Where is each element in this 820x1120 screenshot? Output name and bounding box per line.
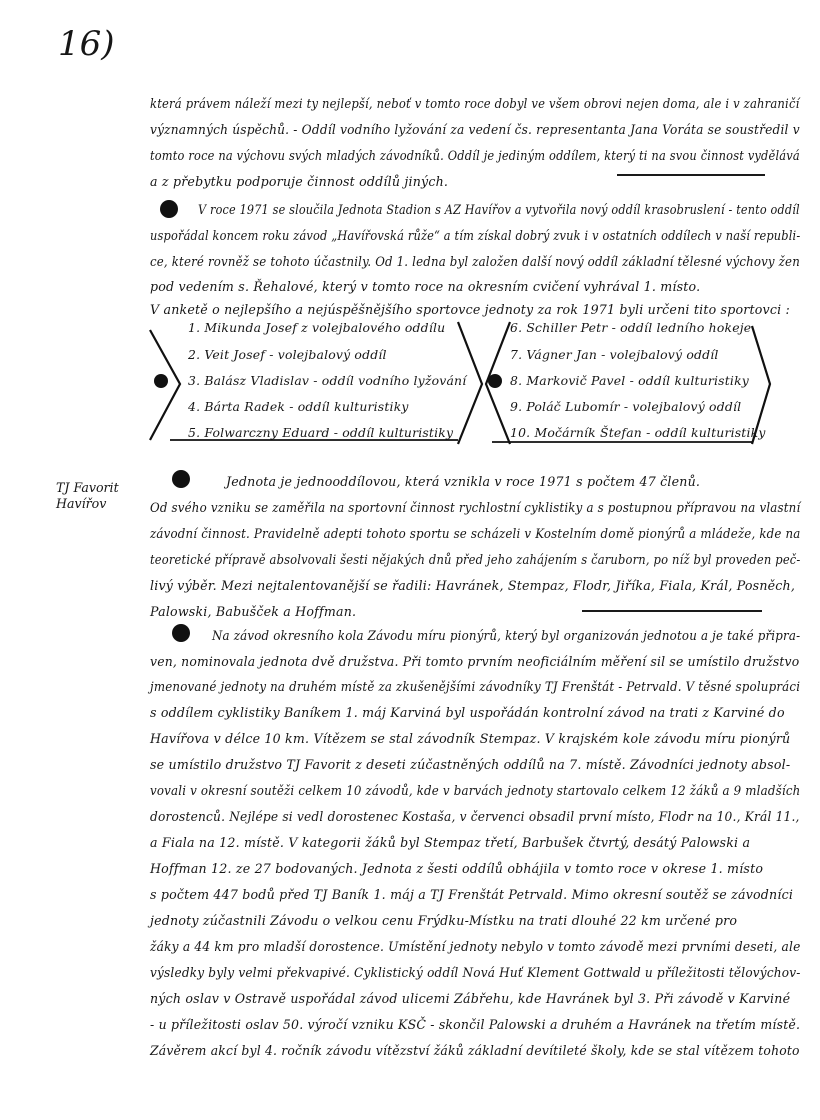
text-line: livý výběr. Mezi nejtalentovanější se řadili: Havránek, Stempaz, Flodr, Jiříka, Fiala, Král, Posněch, — [150, 578, 796, 593]
text-line: a z přebytku podporuje činnost oddílů jiných. — [150, 174, 449, 189]
text-line: výsledky byly velmi překvapivé. Cyklistický oddíl Nová Huť Klement Gottwald u příležitosti tělovýchov- — [150, 965, 801, 980]
text-line: Hoffman 12. ze 27 bodovaných. Jednota z šesti oddílů obhájila v tomto roce v okrese 1. místo — [150, 861, 764, 876]
list-item: 5. Folwarczny Eduard - oddíl kulturistiky — [188, 425, 454, 440]
text-line: ných oslav v Ostravě uspořádal závod ulicemi Zábřehu, kde Havránek byl 3. Při závodě v Karviné — [150, 991, 791, 1006]
list-item: 1. Mikunda Josef z volejbalového oddílu — [188, 320, 446, 335]
underline-mark — [582, 610, 762, 612]
margin-note — [56, 480, 119, 512]
margin-note-line: TJ Favorit — [56, 480, 119, 495]
text-line: V anketě o nejlepšího a nejúspěšnějšího sportovce jednoty za rok 1971 byli určeni tito sportovci : — [150, 302, 790, 317]
text-line: teoretické přípravě absolvovali šesti nějakých dnů před jeho zahájením s čaruborn, po níž byl proveden peč- — [150, 552, 801, 567]
list-brackets — [0, 0, 820, 460]
text-line: Závěrem akcí byl 4. ročník závodu vítězství žáků základní devítileté školy, kde se stal vítězem tohoto — [150, 1043, 800, 1058]
text-line: - u příležitosti oslav 50. výročí vzniku KSČ - skončil Palowski a druhém a Havránek na třetím místě. — [150, 1017, 801, 1032]
text-line: Palowski, Babušček a Hoffman. — [150, 604, 357, 619]
text-line: Od svého vzniku se zaměřila na sportovní činnost rychlostní cyklistiky a s postupnou přípravou na vlastní — [150, 500, 801, 515]
text-line: vovali v okresní soutěži celkem 10 závodů, kde v barvách jednoty startovalo celkem 12 žáků a 9 mladších — [150, 783, 801, 798]
text-line: s oddílem cyklistiky Baníkem 1. máj Karviná byl uspořádán kontrolní závod na trati z Karviné do — [150, 705, 785, 720]
list-item: 7. Vágner Jan - volejbalový oddíl — [510, 347, 719, 362]
text-line: se umístilo družstvo TJ Favorit z deseti zúčastněných oddílů na 7. místě. Závodníci jednoty absol- — [150, 757, 791, 772]
text-line: Jednota je jednooddílovou, která vznikla v roce 1971 s počtem 47 členů. — [226, 474, 701, 489]
text-line: ce, které rovněž se tohoto účastnily. Od 1. ledna byl založen další nový oddíl základní tělesné výchovy žen — [150, 254, 800, 269]
text-line: Na závod okresního kola Závodu míru pionýrů, který byl organizován jednotou a je také připra- — [212, 628, 801, 643]
list-item: 6. Schiller Petr - oddíl ledního hokeje — [510, 320, 752, 335]
list-item: 4. Bárta Radek - oddíl kulturistiky — [188, 399, 409, 414]
bullet-dot — [172, 470, 190, 488]
text-line: s počtem 447 bodů před TJ Baník 1. máj a TJ Frenštát Petrvald. Mimo okresní soutěž se závodníci — [150, 887, 794, 902]
text-line: V roce 1971 se sloučila Jednota Stadion s AZ Havířov a vytvořila nový oddíl krasobruslení - tento oddíl — [198, 202, 800, 217]
text-line: závodní činnost. Pravidelně adepti tohoto sportu se scházeli v Kostelním domě pionýrů a mládeže, kde na — [150, 526, 801, 541]
text-line: ven, nominovala jednota dvě družstva. Při tomto prvním neoficiálním měření sil se umístilo družstvo — [150, 654, 800, 669]
text-line: žáky a 44 km pro mladší dorostence. Umístění jednoty nebylo v tomto závodě mezi prvními deseti, ale — [150, 939, 801, 954]
text-line: Havířova v délce 10 km. Vítězem se stal závodník Stempaz. V krajském kole závodu míru pionýrů — [150, 731, 791, 746]
text-line: dorostenců. Nejlépe si vedl dorostenec Kostaša, v červenci obsadil první místo, Flodr na 10., Král 11., — [150, 809, 800, 824]
text-line: a Fiala na 12. místě. V kategorii žáků byl Stempaz třetí, Barbušek čtvrtý, desátý Palowski a — [150, 835, 751, 850]
text-line: uspořádal koncem roku závod „Havířovská růže“ a tím získal dobrý zvuk i v ostatních oddílech v naší republi- — [150, 228, 801, 243]
list-item: 10. Močárník Štefan - oddíl kulturistiky — [510, 425, 766, 440]
list-bullet-left — [154, 374, 168, 388]
text-line: významných úspěchů. - Oddíl vodního lyžování za vedení čs. representanta Jana Voráta se soustředil v — [150, 122, 800, 137]
list-item: 2. Veit Josef - volejbalový oddíl — [188, 347, 387, 362]
text-line: pod vedením s. Řehalové, který v tomto roce na okresním cvičení vyhrával 1. místo. — [150, 279, 701, 294]
text-line: jmenované jednoty na druhém místě za zkušenějšími závodníky TJ Frenštát - Petrvald. V těsné spolupráci — [150, 679, 801, 694]
list-item: 9. Poláč Lubomír - volejbalový oddíl — [510, 399, 742, 414]
bullet-dot — [172, 624, 190, 642]
text-line: která právem náleží mezi ty nejlepší, neboť v tomto roce dobyl ve všem obrovi nejen doma, ale i v zahraničí — [150, 96, 800, 111]
page-number: 16) — [58, 24, 115, 64]
margin-note-line: Havířov — [56, 496, 107, 511]
list-item: 8. Markovič Pavel - oddíl kulturistiky — [510, 373, 749, 388]
text-line: tomto roce na výchovu svých mladých závodníků. Oddíl je jediným oddílem, který ti na svou činnost vydělává — [150, 148, 800, 163]
list-item: 3. Balász Vladislav - oddíl vodního lyžování — [188, 373, 467, 388]
list-bullet-right — [488, 374, 502, 388]
text-line: jednoty zúčastnili Závodu o velkou cenu Frýdku-Místku na trati dlouhé 22 km určené pro — [150, 913, 738, 928]
